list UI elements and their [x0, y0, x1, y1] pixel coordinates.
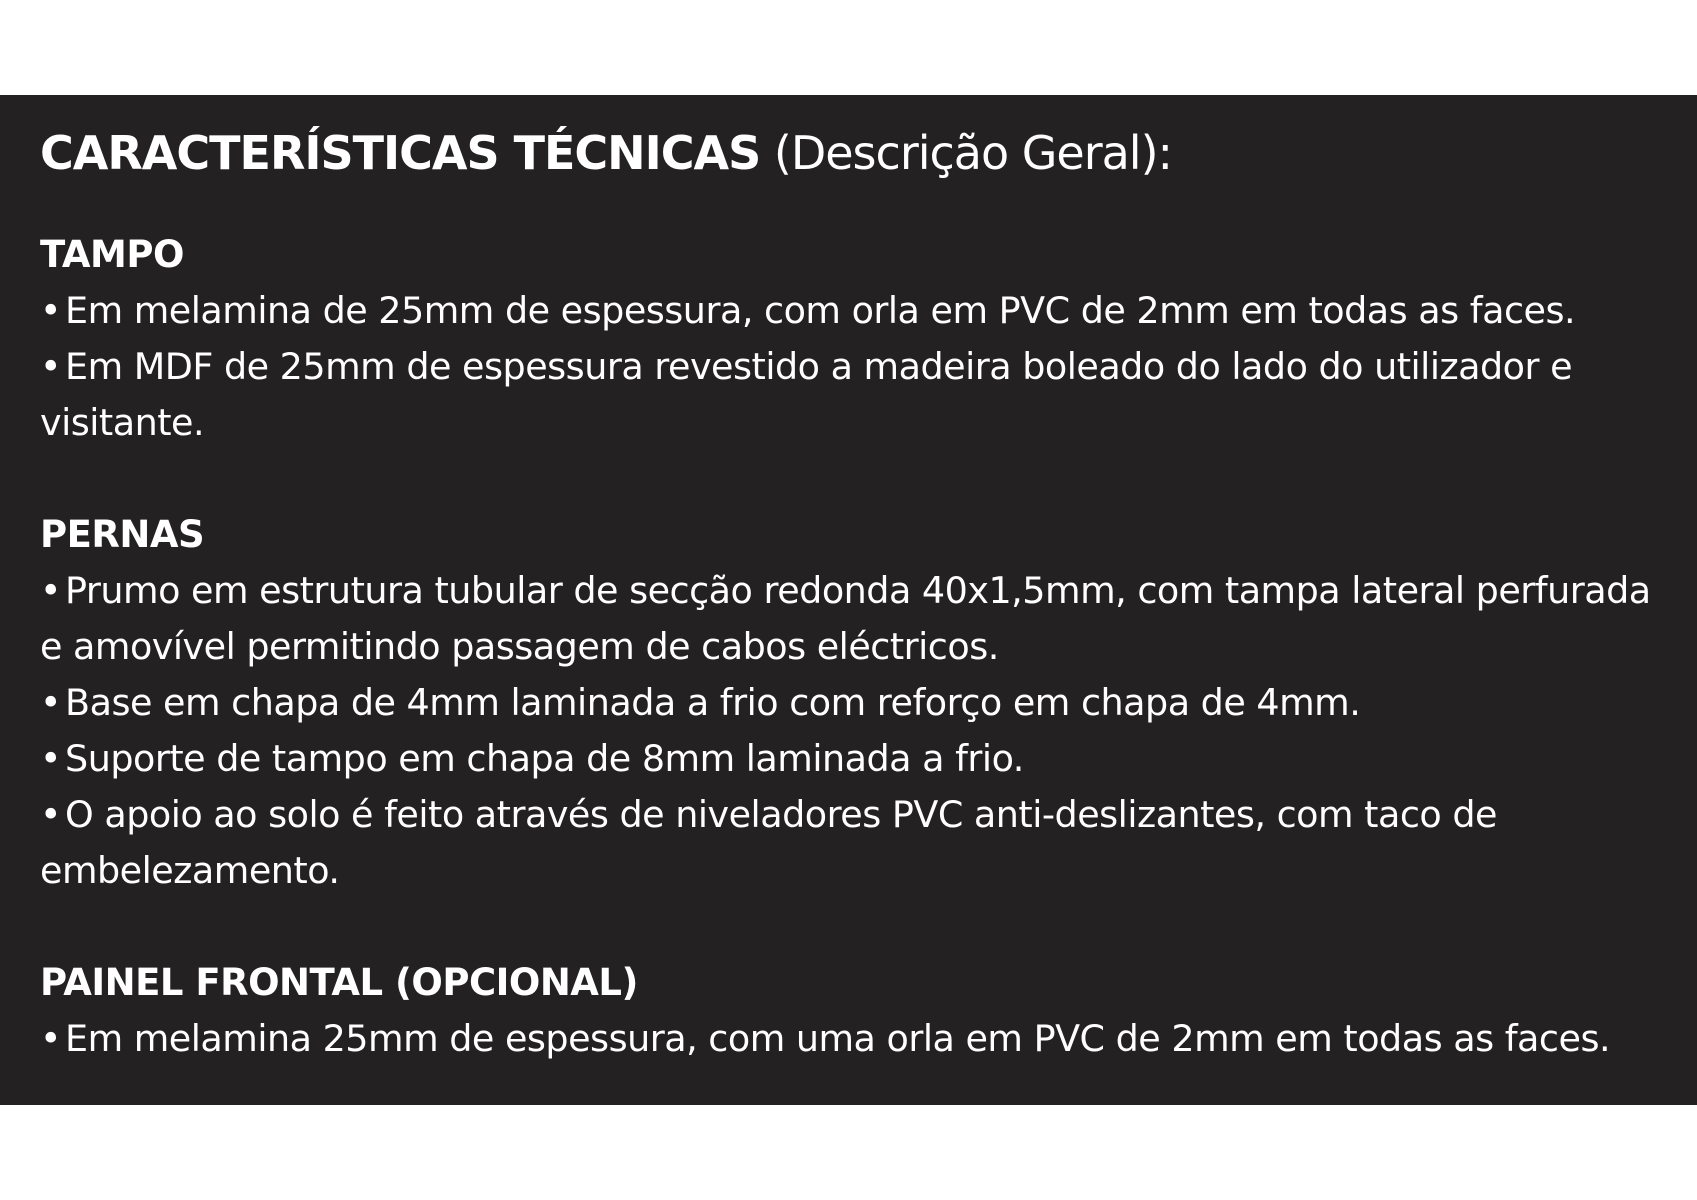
list-item-text: Em MDF de 25mm de espessura revestido a madeira boleado do lado do utilizador e visitante. [40, 345, 1573, 444]
bullet-icon: • [40, 793, 62, 836]
bullet-list [40, 283, 1657, 451]
section-pernas [40, 507, 1657, 899]
section-heading: PAINEL FRONTAL (OPCIONAL) [40, 961, 638, 1004]
bullet-icon: • [40, 681, 62, 724]
list-item-text: Em melamina de 25mm de espessura, com orla em PVC de 2mm em todas as faces. [65, 289, 1576, 332]
section-painel-frontal [40, 955, 1657, 1067]
bullet-list [40, 563, 1657, 899]
list-item [40, 1011, 1657, 1067]
list-item [40, 283, 1657, 339]
title-regular-text: (Descrição Geral): [773, 126, 1173, 180]
list-item [40, 563, 1657, 675]
page-title [40, 125, 1657, 181]
list-item-text: Em melamina 25mm de espessura, com uma orla em PVC de 2mm em todas as faces. [65, 1017, 1611, 1060]
list-item [40, 675, 1657, 731]
bullet-icon: • [40, 737, 62, 780]
list-item-text: Base em chapa de 4mm laminada a frio com reforço em chapa de 4mm. [65, 681, 1361, 724]
list-item-text: Suporte de tampo em chapa de 8mm laminada a frio. [65, 737, 1024, 780]
section-tampo [40, 227, 1657, 451]
section-heading: PERNAS [40, 513, 205, 556]
list-item-text: Prumo em estrutura tubular de secção redonda 40x1,5mm, com tampa lateral perfurada e amovível permitindo passagem de cabos eléctricos. [40, 569, 1651, 668]
bullet-icon: • [40, 289, 62, 332]
spec-panel [0, 95, 1697, 1105]
bullet-icon: • [40, 345, 62, 388]
title-bold-text: CARACTERÍSTICAS TÉCNICAS [40, 126, 761, 180]
bullet-list [40, 1011, 1657, 1067]
bullet-icon: • [40, 1017, 62, 1060]
list-item [40, 339, 1657, 451]
list-item [40, 731, 1657, 787]
bullet-icon: • [40, 569, 62, 612]
list-item-text: O apoio ao solo é feito através de niveladores PVC anti-deslizantes, com taco de embelezamento. [40, 793, 1497, 892]
section-heading: TAMPO [40, 233, 184, 276]
list-item [40, 787, 1657, 899]
